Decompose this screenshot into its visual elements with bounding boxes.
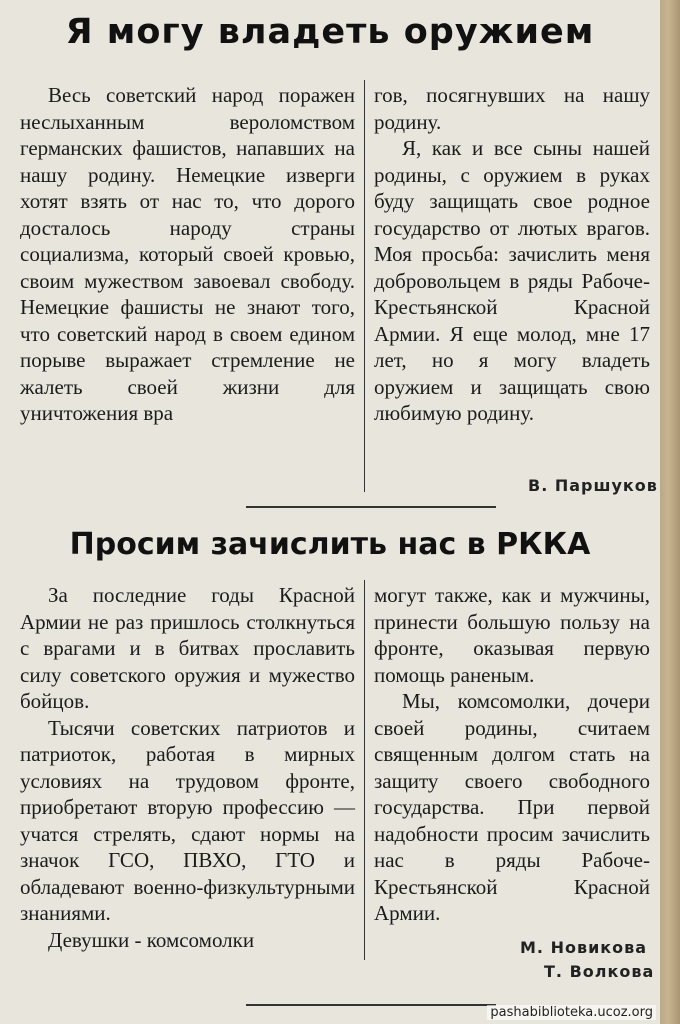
article2-right-paragraph: Мы, комсомолки, дочери своей родины, считаем священным долгом стать на защиту своего свободного государства. При первой надобности просим зачислить нас в ряды Рабоче-Крестьянской Красной Армии.	[374, 689, 650, 925]
article1-right-column	[374, 82, 650, 427]
section-divider	[246, 1004, 496, 1006]
article2-right-paragraph: могут также, как и мужчины, принести большую пользу на фронте, оказывая первую помощь раненым.	[374, 583, 650, 687]
article2-signature: М. Новикова	[520, 938, 648, 957]
article2-left-paragraph: За последние годы Красной Армии не раз пришлось столкнуться с врагами и в битвах прославить силу советского оружия и мужество бойцов.	[20, 583, 355, 713]
column-divider	[364, 580, 365, 960]
article1-left-paragraph: Весь советский народ поражен неслыханным вероломством германских фашистов, напавших на нашу родину. Немецкие изверги хотят взять от нас то, что дорого досталось народу страны социализма, который своей кровью, своим мужеством завоевал свободу. Немецкие фашисты не знают того, что советский народ в своем едином порыве выражает стремление не жалеть своей жизни для уничтожения вра	[20, 83, 355, 425]
article2-signature: Т. Волкова	[544, 962, 655, 981]
watermark: pashabiblioteka.ucoz.org	[487, 1005, 656, 1020]
column-divider	[364, 80, 365, 492]
article2-left-paragraph: Девушки - комсомолки	[48, 927, 255, 952]
article2-right-column	[374, 582, 650, 927]
article1-right-paragraph: гов, посягнувших на нашу родину.	[374, 83, 650, 134]
page-edge	[660, 0, 680, 1024]
article2-left-paragraph: Тысячи советских патриотов и патриоток, работая в мирных условиях на трудовом фронте, приобретают вторую профессию — учатся стрелять, сдают нормы на значок ГСО, ПВХО, ГТО и обладевают военно-физкультурными знаниями.	[20, 715, 355, 925]
article1-signature: В. Паршуков	[528, 476, 658, 495]
article1-left-column	[20, 82, 355, 427]
article2-left-column	[20, 582, 355, 953]
article1-right-paragraph: Я, как и все сыны нашей родины, с оружием в руках буду защищать свое родное государство от лютых врагов. Моя просьба: зачислить меня добровольцем в ряды Рабоче-Крестьянской Красной Армии. Я еще молод, мне 17 лет, но я могу владеть оружием и защищать свою любимую родину.	[374, 136, 650, 425]
article2-title: Просим зачислить нас в РККА	[69, 527, 591, 562]
section-divider	[246, 506, 496, 508]
article1-title: Я могу владеть оружием	[65, 12, 595, 52]
